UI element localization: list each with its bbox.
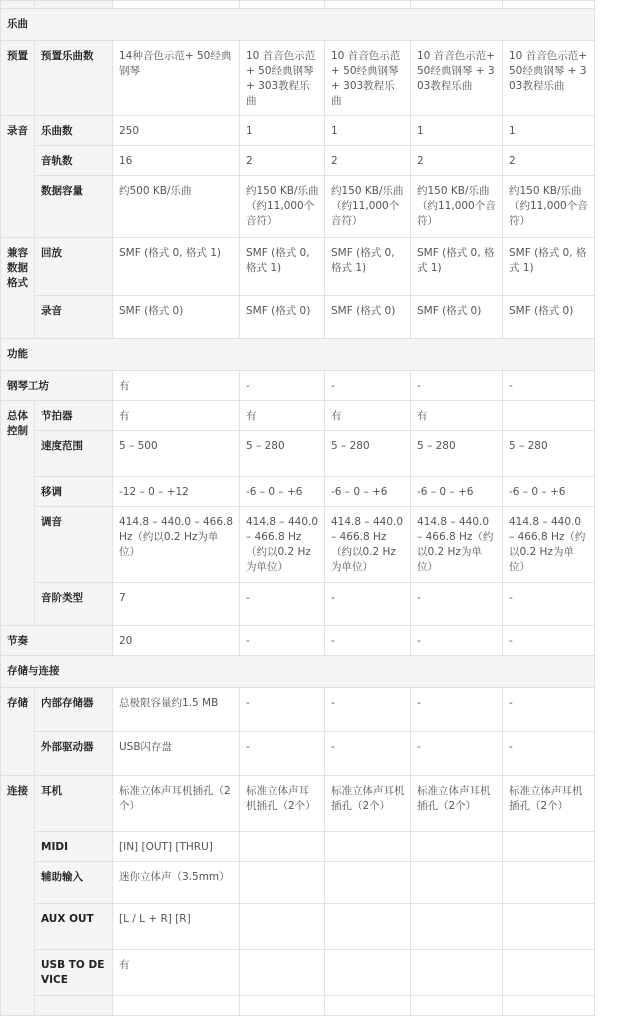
- value-cell: [IN] [OUT] [THRU]: [113, 832, 240, 862]
- subcategory-cell: 音阶类型: [35, 583, 113, 626]
- value-cell: 有: [325, 401, 411, 431]
- value-cell: 10 首音色示范+ 50经典钢琴 + 303教程乐曲: [325, 41, 411, 116]
- table-row: [1, 477, 595, 507]
- subcategory-cell: 内部存储器: [35, 688, 113, 732]
- category-cell: 录音: [1, 116, 35, 238]
- value-cell: SMF (格式 0, 格式 1): [411, 238, 503, 296]
- value-cell: 414.8 – 440.0 – 466.8 Hz（约以0.2 Hz为单位）: [503, 507, 595, 583]
- value-cell: -: [240, 688, 325, 732]
- value-cell: -: [411, 732, 503, 776]
- value-cell: SMF (格式 0): [325, 296, 411, 339]
- value-cell: SMF (格式 0, 格式 1): [240, 238, 325, 296]
- value-cell: [411, 950, 503, 996]
- value-cell: -: [240, 371, 325, 401]
- value-cell: [240, 904, 325, 950]
- table-row: [1, 296, 595, 339]
- table-row: [1, 41, 595, 116]
- section-header: 乐曲: [1, 9, 595, 41]
- row-heading: 钢琴工坊: [1, 371, 113, 401]
- value-cell: 有: [240, 401, 325, 431]
- value-cell: 有: [113, 401, 240, 431]
- value-cell: 5 – 280: [411, 431, 503, 477]
- table-row: [1, 583, 595, 626]
- value-cell: 有: [411, 401, 503, 431]
- value-cell: 标准立体声耳机插孔（2个）: [240, 776, 325, 832]
- value-cell: 1: [411, 116, 503, 146]
- value-cell: SMF (格式 0): [503, 296, 595, 339]
- value-cell: SMF (格式 0): [240, 296, 325, 339]
- value-cell: [325, 996, 411, 1016]
- table-row: [1, 431, 595, 477]
- value-cell: 5 – 280: [240, 431, 325, 477]
- subcategory-cell: 调音: [35, 507, 113, 583]
- value-cell: 5 – 280: [325, 431, 411, 477]
- value-cell: 2: [325, 146, 411, 176]
- subcategory-cell: AUX OUT: [35, 904, 113, 950]
- table-row: [1, 832, 595, 862]
- value-cell: [325, 832, 411, 862]
- row-heading: 节奏: [1, 626, 113, 656]
- value-cell: [411, 996, 503, 1016]
- value-cell: -6 – 0 – +6: [325, 477, 411, 507]
- value-cell: [L / L + R] [R]: [113, 904, 240, 950]
- value-cell: 414.8 – 440.0 – 466.8 Hz（约以0.2 Hz为单位）: [325, 507, 411, 583]
- value-cell: [411, 904, 503, 950]
- subcategory-cell: 数据容量: [35, 176, 113, 238]
- subcategory-cell: MIDI: [35, 832, 113, 862]
- value-cell: -: [240, 732, 325, 776]
- value-cell: -: [325, 626, 411, 656]
- value-cell: 250: [113, 116, 240, 146]
- value-cell: 标准立体声耳机插孔（2个）: [503, 776, 595, 832]
- value-cell: [503, 904, 595, 950]
- value-cell: 14种音色示范+ 50经典钢琴: [113, 41, 240, 116]
- subcategory-cell: USB TO DEVICE: [35, 950, 113, 996]
- value-cell: -: [411, 626, 503, 656]
- value-cell: 标准立体声耳机插孔（2个）: [411, 776, 503, 832]
- value-cell: 414.8 – 440.0 – 466.8 Hz（约以0.2 Hz为单位）: [113, 507, 240, 583]
- table-row: [1, 688, 595, 732]
- category-cell: 总体控制: [1, 401, 35, 626]
- table-row: [1, 950, 595, 996]
- subcategory-cell: [35, 996, 113, 1016]
- table-row-top-edge: [1, 1, 595, 9]
- value-cell: 标准立体声耳机插孔（2个）: [113, 776, 240, 832]
- value-cell: 10 首音色示范+ 50经典钢琴 + 303教程乐曲: [503, 41, 595, 116]
- table-cell: [503, 1, 595, 9]
- value-cell: [325, 950, 411, 996]
- value-cell: -12 – 0 – +12: [113, 477, 240, 507]
- value-cell: -: [240, 583, 325, 626]
- subcategory-cell: 节拍器: [35, 401, 113, 431]
- value-cell: -: [503, 371, 595, 401]
- value-cell: -6 – 0 – +6: [411, 477, 503, 507]
- value-cell: -: [325, 688, 411, 732]
- value-cell: 约150 KB/乐曲（约11,000个音符）: [325, 176, 411, 238]
- subcategory-cell: 录音: [35, 296, 113, 339]
- subcategory-cell: 辅助输入: [35, 862, 113, 904]
- value-cell: [503, 862, 595, 904]
- value-cell: [325, 862, 411, 904]
- value-cell: -: [240, 626, 325, 656]
- subcategory-cell: 预置乐曲数: [35, 41, 113, 116]
- value-cell: 1: [503, 116, 595, 146]
- value-cell: 有: [113, 950, 240, 996]
- value-cell: 7: [113, 583, 240, 626]
- value-cell: 10 首音色示范+ 50经典钢琴 + 303教程乐曲: [240, 41, 325, 116]
- value-cell: 约500 KB/乐曲: [113, 176, 240, 238]
- table-row: [1, 238, 595, 296]
- value-cell: -6 – 0 – +6: [503, 477, 595, 507]
- value-cell: -: [411, 583, 503, 626]
- table-row: [1, 401, 595, 431]
- value-cell: SMF (格式 0, 格式 1): [113, 238, 240, 296]
- value-cell: 1: [325, 116, 411, 146]
- value-cell: 约150 KB/乐曲（约11,000个音符）: [240, 176, 325, 238]
- table-cell: [1, 1, 35, 9]
- table-cell: [411, 1, 503, 9]
- table-row: [1, 776, 595, 832]
- value-cell: SMF (格式 0): [411, 296, 503, 339]
- table-row: [1, 626, 595, 656]
- table-row: [1, 904, 595, 950]
- value-cell: 16: [113, 146, 240, 176]
- value-cell: 总极限容量约1.5 MB: [113, 688, 240, 732]
- value-cell: -: [503, 583, 595, 626]
- table-row: [1, 146, 595, 176]
- value-cell: -: [503, 688, 595, 732]
- value-cell: [503, 401, 595, 431]
- value-cell: [411, 832, 503, 862]
- value-cell: -: [411, 371, 503, 401]
- table-row: [1, 862, 595, 904]
- value-cell: SMF (格式 0, 格式 1): [503, 238, 595, 296]
- value-cell: 20: [113, 626, 240, 656]
- subcategory-cell: 回放: [35, 238, 113, 296]
- value-cell: [411, 862, 503, 904]
- value-cell: 414.8 – 440.0 – 466.8 Hz（约以0.2 Hz为单位）: [240, 507, 325, 583]
- value-cell: [240, 862, 325, 904]
- table-cell: [113, 1, 240, 9]
- table-section-row: [1, 9, 595, 41]
- value-cell: 2: [411, 146, 503, 176]
- table-row: [1, 176, 595, 238]
- value-cell: 1: [240, 116, 325, 146]
- value-cell: 2: [240, 146, 325, 176]
- value-cell: [503, 996, 595, 1016]
- subcategory-cell: 音轨数: [35, 146, 113, 176]
- subcategory-cell: 速度范围: [35, 431, 113, 477]
- value-cell: -6 – 0 – +6: [240, 477, 325, 507]
- value-cell: -: [325, 583, 411, 626]
- value-cell: -: [503, 626, 595, 656]
- value-cell: -: [325, 371, 411, 401]
- value-cell: [325, 904, 411, 950]
- table-section-row: [1, 339, 595, 371]
- value-cell: 有: [113, 371, 240, 401]
- category-cell: 预置: [1, 41, 35, 116]
- subcategory-cell: 耳机: [35, 776, 113, 832]
- section-header: 存储与连接: [1, 656, 595, 688]
- value-cell: SMF (格式 0, 格式 1): [325, 238, 411, 296]
- table-row: [1, 996, 595, 1016]
- value-cell: -: [411, 688, 503, 732]
- subcategory-cell: 外部驱动器: [35, 732, 113, 776]
- value-cell: 标准立体声耳机插孔（2个）: [325, 776, 411, 832]
- value-cell: 5 – 500: [113, 431, 240, 477]
- category-cell: 存储: [1, 688, 35, 776]
- table-section-row: [1, 656, 595, 688]
- table-row: [1, 507, 595, 583]
- value-cell: 10 首音色示范+ 50经典钢琴 + 303教程乐曲: [411, 41, 503, 116]
- value-cell: 约150 KB/乐曲（约11,000个音符）: [411, 176, 503, 238]
- value-cell: 2: [503, 146, 595, 176]
- value-cell: [240, 996, 325, 1016]
- value-cell: 迷你立体声（3.5mm）: [113, 862, 240, 904]
- table-cell: [325, 1, 411, 9]
- table-row: [1, 371, 595, 401]
- section-header: 功能: [1, 339, 595, 371]
- subcategory-cell: 移调: [35, 477, 113, 507]
- value-cell: 约150 KB/乐曲（约11,000个音符）: [503, 176, 595, 238]
- subcategory-cell: 乐曲数: [35, 116, 113, 146]
- value-cell: 5 – 280: [503, 431, 595, 477]
- table-cell: [240, 1, 325, 9]
- value-cell: 414.8 – 440.0 – 466.8 Hz（约以0.2 Hz为单位）: [411, 507, 503, 583]
- category-cell: 兼容数据格式: [1, 238, 35, 339]
- value-cell: SMF (格式 0): [113, 296, 240, 339]
- value-cell: -: [325, 732, 411, 776]
- value-cell: [503, 832, 595, 862]
- value-cell: [113, 996, 240, 1016]
- value-cell: [503, 950, 595, 996]
- category-cell: 连接: [1, 776, 35, 1016]
- table-row: [1, 732, 595, 776]
- table-cell: [35, 1, 113, 9]
- value-cell: [240, 950, 325, 996]
- table-row: [1, 116, 595, 146]
- value-cell: [240, 832, 325, 862]
- value-cell: -: [503, 732, 595, 776]
- value-cell: USB闪存盘: [113, 732, 240, 776]
